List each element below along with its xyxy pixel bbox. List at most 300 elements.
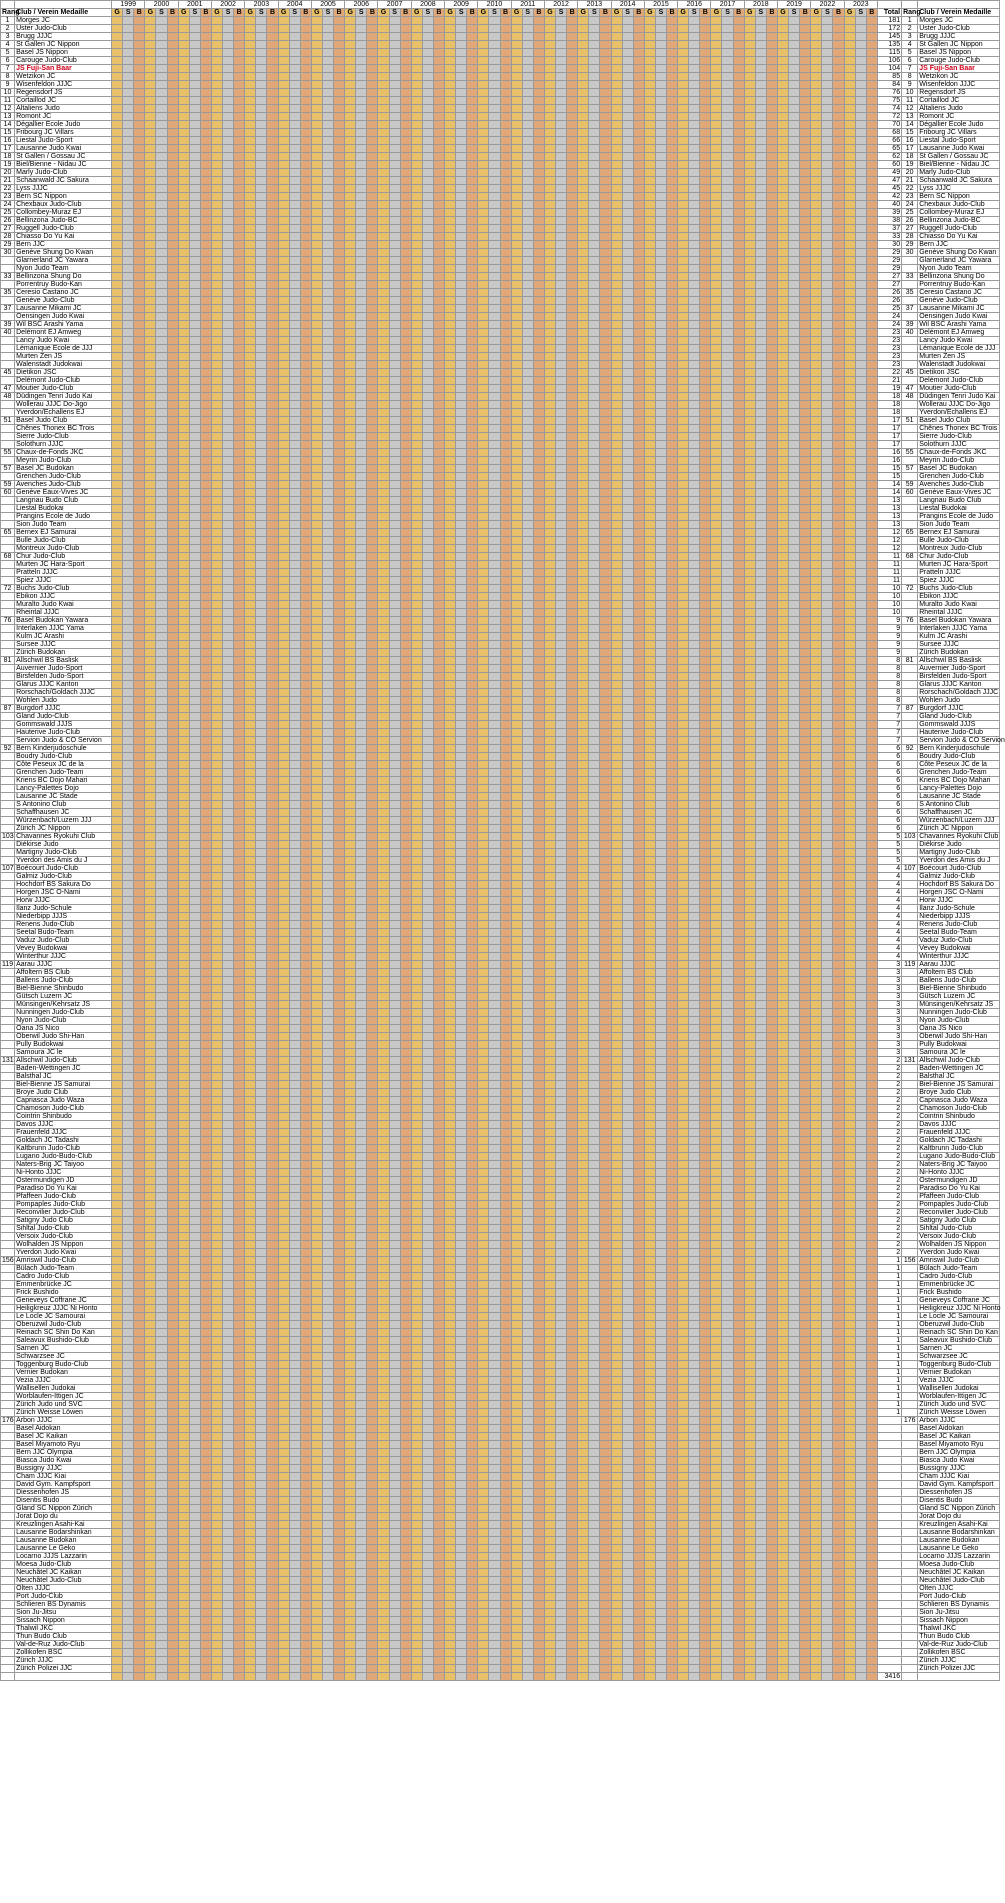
medal-cell — [267, 193, 278, 201]
medal-cell — [334, 297, 345, 305]
table-row — [1, 425, 1000, 433]
medal-cell — [800, 241, 811, 249]
medal-cell — [600, 65, 611, 73]
medal-cell — [633, 473, 644, 481]
medal-cell — [123, 57, 134, 65]
medal-cell — [866, 137, 877, 145]
medal-cell — [800, 441, 811, 449]
medal-cell — [611, 137, 622, 145]
rank-cell: 10 — [1, 89, 15, 97]
rank-cell — [1, 281, 15, 289]
medal-cell — [223, 305, 234, 313]
medal-cell — [245, 121, 256, 129]
medal-cell — [522, 345, 533, 353]
medal-cell — [755, 377, 766, 385]
medal-cell — [755, 425, 766, 433]
medal-cell — [245, 529, 256, 537]
medal-cell — [234, 409, 245, 417]
medal-cell — [356, 417, 367, 425]
medal-cell — [267, 361, 278, 369]
rank-cell-right — [902, 281, 918, 289]
medal-cell — [789, 273, 800, 281]
medal-cell — [766, 513, 777, 521]
medal-cell — [755, 49, 766, 57]
medal-cell — [833, 217, 844, 225]
medal-cell — [755, 65, 766, 73]
medal-cell — [777, 121, 788, 129]
medal-cell — [167, 337, 178, 345]
year-header-row — [1, 1, 1000, 9]
medal-cell — [134, 105, 145, 113]
medal-cell — [200, 89, 211, 97]
medal-cell — [822, 281, 833, 289]
medal-cell — [633, 297, 644, 305]
medal-cell — [844, 177, 855, 185]
medal-cell — [766, 497, 777, 505]
medal-cell — [345, 41, 356, 49]
medal-cell — [733, 113, 744, 121]
medal-cell — [322, 529, 333, 537]
medal-cell — [311, 505, 322, 513]
medal-cell — [500, 521, 511, 529]
medal-cell — [445, 289, 456, 297]
medal-cell — [633, 233, 644, 241]
medal-cell — [844, 81, 855, 89]
medal-cell — [666, 521, 677, 529]
medal-cell — [689, 313, 700, 321]
medal-cell — [611, 313, 622, 321]
medal-cell — [445, 385, 456, 393]
medal-cell — [278, 401, 289, 409]
club-name: Liestal Budokai — [15, 505, 112, 513]
medal-cell — [744, 97, 755, 105]
medal-cell — [400, 217, 411, 225]
medal-cell — [467, 33, 478, 41]
medal-cell — [633, 209, 644, 217]
medal-cell — [600, 385, 611, 393]
medal-cell — [311, 57, 322, 65]
medal-cell — [389, 97, 400, 105]
table-row — [1, 217, 1000, 225]
medal-cell — [844, 249, 855, 257]
medal-cell — [567, 241, 578, 249]
medal-cell — [223, 33, 234, 41]
medal-cell — [167, 465, 178, 473]
medal-cell — [589, 425, 600, 433]
medal-cell — [866, 401, 877, 409]
medal-cell — [522, 113, 533, 121]
medal-cell — [644, 153, 655, 161]
medal-cell — [411, 289, 422, 297]
medal-cell — [622, 185, 633, 193]
medal-cell — [789, 361, 800, 369]
medal-cell — [722, 169, 733, 177]
medal-cell — [533, 97, 544, 105]
medal-cell — [600, 393, 611, 401]
medal-cell — [134, 465, 145, 473]
medal-cell — [633, 305, 644, 313]
medal-cell — [633, 433, 644, 441]
medal-cell — [112, 305, 123, 313]
medal-cell — [245, 385, 256, 393]
medal-cell — [378, 57, 389, 65]
medal-cell — [789, 529, 800, 537]
medal-cell — [866, 473, 877, 481]
medal-cell — [766, 457, 777, 465]
medal-cell — [378, 505, 389, 513]
medal-letter-header: B — [866, 9, 877, 17]
medal-cell — [134, 17, 145, 25]
medal-cell — [522, 337, 533, 345]
medal-cell — [433, 177, 444, 185]
medal-cell — [733, 89, 744, 97]
medal-cell — [578, 65, 589, 73]
medal-cell — [722, 521, 733, 529]
medal-letter-header: B — [633, 9, 644, 17]
medal-cell — [511, 433, 522, 441]
medal-cell — [311, 529, 322, 537]
medal-cell — [112, 481, 123, 489]
medal-cell — [178, 481, 189, 489]
medal-cell — [134, 153, 145, 161]
medal-cell — [411, 513, 422, 521]
medal-cell — [456, 529, 467, 537]
rank-cell-right — [902, 361, 918, 369]
medal-cell — [145, 521, 156, 529]
medal-cell — [156, 425, 167, 433]
medal-cell — [178, 409, 189, 417]
club-name-right: St Gallen / Gossau JC — [918, 153, 1000, 161]
medal-cell — [367, 57, 378, 65]
medal-cell — [833, 65, 844, 73]
medal-cell — [445, 297, 456, 305]
medal-cell — [367, 465, 378, 473]
medal-cell — [800, 49, 811, 57]
medal-cell — [833, 465, 844, 473]
medal-cell — [522, 65, 533, 73]
medal-cell — [700, 297, 711, 305]
medal-cell — [589, 105, 600, 113]
medal-cell — [200, 249, 211, 257]
medal-letter-header: S — [123, 9, 134, 17]
medal-cell — [456, 193, 467, 201]
medal-cell — [200, 201, 211, 209]
medal-cell — [345, 425, 356, 433]
medal-cell — [445, 65, 456, 73]
medal-cell — [811, 473, 822, 481]
medal-cell — [722, 177, 733, 185]
medal-cell — [311, 153, 322, 161]
medal-cell — [722, 281, 733, 289]
medal-cell — [433, 393, 444, 401]
medal-cell — [678, 137, 689, 145]
medal-cell — [167, 329, 178, 337]
medal-cell — [755, 305, 766, 313]
medal-cell — [467, 497, 478, 505]
medal-cell — [500, 41, 511, 49]
medal-cell — [500, 49, 511, 57]
medal-cell — [211, 425, 222, 433]
medal-cell — [178, 209, 189, 217]
medal-cell — [478, 433, 489, 441]
medal-cell — [622, 353, 633, 361]
medal-cell — [567, 57, 578, 65]
medal-cell — [433, 473, 444, 481]
medal-cell — [711, 185, 722, 193]
medal-cell — [822, 305, 833, 313]
medal-cell — [633, 345, 644, 353]
medal-cell — [267, 265, 278, 273]
medal-cell — [855, 321, 866, 329]
medal-cell — [567, 137, 578, 145]
medal-cell — [633, 353, 644, 361]
medal-cell — [356, 177, 367, 185]
medal-letter-header: B — [700, 9, 711, 17]
medal-cell — [822, 57, 833, 65]
medal-cell — [467, 513, 478, 521]
medal-cell — [789, 353, 800, 361]
medal-cell — [167, 273, 178, 281]
medal-cell — [211, 481, 222, 489]
medal-cell — [511, 393, 522, 401]
medal-cell — [356, 377, 367, 385]
medal-cell — [822, 313, 833, 321]
medal-cell — [578, 41, 589, 49]
medal-cell — [866, 337, 877, 345]
medal-cell — [733, 345, 744, 353]
medal-cell — [589, 497, 600, 505]
medal-cell — [467, 529, 478, 537]
medal-cell — [578, 153, 589, 161]
medal-cell — [511, 113, 522, 121]
medal-cell — [755, 345, 766, 353]
medal-cell — [733, 489, 744, 497]
year-header: 1999 — [112, 1, 145, 9]
medal-cell — [234, 209, 245, 217]
medal-cell — [622, 129, 633, 137]
total-cell: 85 — [877, 73, 901, 81]
rank-cell: 8 — [1, 73, 15, 81]
medal-cell — [134, 217, 145, 225]
medal-cell — [456, 481, 467, 489]
club-name: Sierre Judo-Club — [15, 433, 112, 441]
club-name: Murten Zen JS — [15, 353, 112, 361]
medal-cell — [200, 17, 211, 25]
medal-letter-header: B — [533, 9, 544, 17]
medal-cell — [400, 89, 411, 97]
medal-cell — [611, 441, 622, 449]
medal-cell — [777, 161, 788, 169]
medal-cell — [112, 257, 123, 265]
medal-cell — [722, 49, 733, 57]
medal-cell — [256, 401, 267, 409]
medal-cell — [511, 449, 522, 457]
medal-cell — [200, 145, 211, 153]
medal-cell — [378, 209, 389, 217]
total-cell: 14 — [877, 489, 901, 497]
medal-cell — [178, 385, 189, 393]
medal-cell — [112, 505, 123, 513]
medal-cell — [456, 497, 467, 505]
club-name-right: Ceresio Castano JC — [918, 289, 1000, 297]
club-name: Nyon Judo Team — [15, 265, 112, 273]
total-cell: 45 — [877, 185, 901, 193]
medal-cell — [822, 265, 833, 273]
medal-cell — [378, 177, 389, 185]
medal-cell — [367, 417, 378, 425]
rank-cell-right: 14 — [902, 121, 918, 129]
medal-cell — [766, 241, 777, 249]
medal-cell — [456, 377, 467, 385]
medal-cell — [156, 17, 167, 25]
medal-cell — [167, 409, 178, 417]
medal-cell — [855, 481, 866, 489]
medal-cell — [367, 17, 378, 25]
medal-cell — [689, 129, 700, 137]
medal-cell — [200, 345, 211, 353]
medal-cell — [822, 49, 833, 57]
medal-cell — [544, 153, 555, 161]
medal-cell — [855, 449, 866, 457]
rank-header-right: Rang — [903, 9, 921, 16]
medal-cell — [245, 441, 256, 449]
medal-cell — [322, 337, 333, 345]
medal-cell — [533, 65, 544, 73]
medal-cell — [766, 281, 777, 289]
medal-cell — [844, 97, 855, 105]
medal-cell — [456, 345, 467, 353]
medal-cell — [334, 65, 345, 73]
medal-cell — [777, 273, 788, 281]
medal-cell — [411, 89, 422, 97]
medal-cell — [467, 121, 478, 129]
medal-cell — [334, 41, 345, 49]
medal-cell — [456, 513, 467, 521]
medal-cell — [578, 281, 589, 289]
medal-cell — [300, 393, 311, 401]
medal-cell — [567, 249, 578, 257]
medal-cell — [578, 521, 589, 529]
total-cell: 17 — [877, 433, 901, 441]
medal-cell — [500, 321, 511, 329]
medal-cell — [711, 161, 722, 169]
medal-cell — [345, 401, 356, 409]
medal-cell — [489, 257, 500, 265]
medal-cell — [345, 145, 356, 153]
medal-cell — [289, 89, 300, 97]
medal-cell — [445, 441, 456, 449]
medal-cell — [156, 161, 167, 169]
medal-cell — [478, 473, 489, 481]
medal-cell — [866, 25, 877, 33]
medal-cell — [766, 225, 777, 233]
medal-cell — [811, 145, 822, 153]
medal-cell — [433, 81, 444, 89]
club-name: Solothurn JJJC — [15, 441, 112, 449]
medal-cell — [145, 289, 156, 297]
medal-cell — [145, 153, 156, 161]
table-row — [1, 537, 1000, 545]
medal-cell — [666, 465, 677, 473]
medal-cell — [567, 505, 578, 513]
medal-cell — [800, 305, 811, 313]
medal-cell — [356, 409, 367, 417]
medal-cell — [489, 145, 500, 153]
medal-cell — [622, 145, 633, 153]
medal-cell — [744, 473, 755, 481]
medal-cell — [567, 497, 578, 505]
medal-cell — [766, 369, 777, 377]
medal-cell — [311, 377, 322, 385]
medal-cell — [400, 481, 411, 489]
medal-cell — [633, 153, 644, 161]
medal-cell — [278, 57, 289, 65]
medal-cell — [556, 137, 567, 145]
medal-cell — [678, 289, 689, 297]
medal-cell — [456, 409, 467, 417]
rank-cell: 24 — [1, 201, 15, 209]
medal-cell — [123, 441, 134, 449]
medal-cell — [822, 401, 833, 409]
year-header: 2006 — [345, 1, 378, 9]
medal-cell — [722, 209, 733, 217]
medal-cell — [655, 209, 666, 217]
medal-cell — [123, 97, 134, 105]
medal-cell — [766, 353, 777, 361]
medal-cell — [822, 353, 833, 361]
medal-cell — [866, 345, 877, 353]
medal-cell — [289, 49, 300, 57]
medal-cell — [433, 529, 444, 537]
medal-cell — [112, 41, 123, 49]
medal-cell — [589, 513, 600, 521]
medal-cell — [822, 121, 833, 129]
medal-cell — [112, 169, 123, 177]
medal-cell — [844, 433, 855, 441]
medal-cell — [256, 345, 267, 353]
medal-cell — [733, 57, 744, 65]
medal-cell — [311, 177, 322, 185]
medal-cell — [644, 81, 655, 89]
medal-cell — [445, 209, 456, 217]
medal-cell — [400, 337, 411, 345]
medal-cell — [611, 145, 622, 153]
medal-cell — [145, 473, 156, 481]
medal-cell — [167, 137, 178, 145]
medal-cell — [622, 89, 633, 97]
medal-cell — [855, 401, 866, 409]
medal-cell — [777, 57, 788, 65]
medal-cell — [678, 513, 689, 521]
medal-cell — [256, 313, 267, 321]
medal-cell — [178, 337, 189, 345]
medal-cell — [422, 449, 433, 457]
rank-cell: 13 — [1, 113, 15, 121]
medal-cell — [311, 121, 322, 129]
medal-cell — [256, 497, 267, 505]
medal-cell — [522, 129, 533, 137]
medal-cell — [422, 329, 433, 337]
medal-cell — [844, 265, 855, 273]
medal-cell — [800, 161, 811, 169]
medal-cell — [456, 25, 467, 33]
medal-cell — [433, 265, 444, 273]
medal-cell — [400, 73, 411, 81]
medal-cell — [811, 225, 822, 233]
medal-cell — [400, 401, 411, 409]
medal-cell — [345, 521, 356, 529]
medal-cell — [223, 121, 234, 129]
